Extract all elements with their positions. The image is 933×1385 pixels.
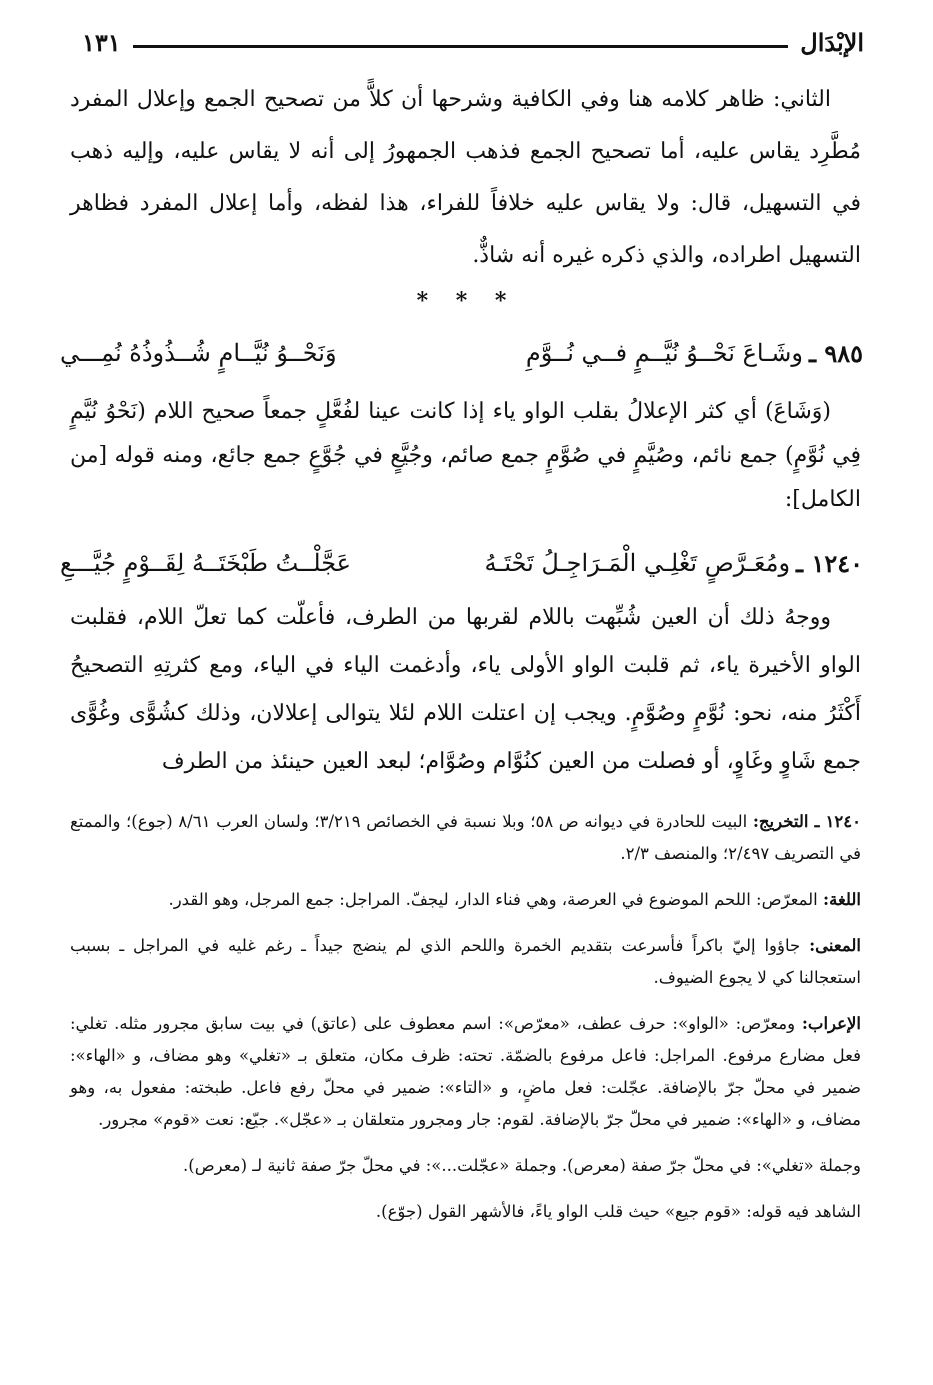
footnote-irab bbox=[70, 1008, 861, 1136]
commentary-paragraph: (وَشَاعَ) أي كثر الإعلالُ بقلب الواو ياء إذا كانت عينا لفُعَّلٍ جمعاً صحيح اللام (نَحْوُ نُيَّمٍ فِي نُوَّمٍ) جمع نائم، وصُيَّمٍ في صُوَّمٍ جمع صائم، وجُيَّعٍ في جُوَّعٍ جمع جائع، ومنه قوله [من الكامل]: bbox=[70, 399, 861, 512]
footnote-shahid: الشاهد فيه قوله: «قوم جيع» حيث قلب الواو ياءً، فالأشهر القول (جوّع). bbox=[375, 1202, 861, 1221]
page-number: ١٣١ bbox=[82, 27, 121, 57]
verse-second-hemistich: وَنَحْــوُ نُيَّــامٍ شُــذُوذُهُ نُمِـــي bbox=[60, 339, 337, 367]
footnote-label: المعنى: bbox=[809, 936, 862, 955]
footnote-maana bbox=[70, 930, 861, 994]
footnote-label: ١٢٤٠ ـ التخريج: bbox=[752, 812, 861, 831]
footnotes bbox=[70, 806, 861, 1242]
footnote-text: جاؤوا إليّ باكراً فأسرعت بتقديم الخمرة واللحم الذي لم ينضج جيداً ـ رغم غليه في المراجل ـ بسبب استعجالنا كي لا يجوع الضيوف. bbox=[70, 936, 861, 987]
footnote-text: ومعرّص: «الواو»: حرف عطف، «معرّص»: اسم معطوف على (عاتق) في بيت سابق مجرور مثله. تغلي: فعل مضارع مرفوع. المراجل: فاعل مرفوع بالضمّة. تحته: ظرف مكان، متعلق بـ «تغلي» وهو مضاف، و «الهاء»: ضمير في محلّ جرّ بالإضافة. عجّلت: فعل ماضٍ، و «التاء»: ضمير في محلّ رفع فاعل. طبخته: مفعول به، وهو مضاف، و «الهاء»: ضمير في محلّ جرّ بالإضافة. لقوم: جار ومجرور متعلقان بـ «عجّل». جيّع: نعت «قوم» مجرور. bbox=[70, 1014, 861, 1129]
verse-number: ١٢٤٠ ـ bbox=[796, 548, 863, 578]
verse-1240 bbox=[60, 540, 863, 586]
page-header bbox=[82, 22, 864, 62]
verse-985 bbox=[60, 330, 863, 376]
commentary-block-1 bbox=[70, 390, 861, 522]
footnote-text: البيت للحادرة في ديوانه ص ٥٨؛ وبلا نسبة في الخصائص ٣/٢١٩؛ ولسان العرب ٨/٦١ (جوع)؛ والممتع في التصريف ٢/٤٩٧؛ والمنصف ٢/٣. bbox=[70, 812, 861, 863]
footnote-text: المعرّص: اللحم الموضوع في العرصة، وهي فناء الدار، ليجفّ. المراجل: جمع المرجل، وهو القدر. bbox=[168, 890, 818, 909]
footnote-jumla: وجملة «تغلي»: في محلّ جرّ صفة (معرص). وجملة «عجّلت...»: في محلّ جرّ صفة ثانية لـ (معرص). bbox=[183, 1156, 861, 1175]
verse-second-hemistich: عَجَّلْــتُ طَبْخَتَــهُ لِقَــوْمٍ جُيَّـــعِ bbox=[60, 549, 351, 577]
footnote-label: الإعراب: bbox=[801, 1014, 861, 1033]
header-rule bbox=[133, 45, 789, 48]
commentary-block-2 bbox=[70, 594, 861, 786]
intro-paragraph: الثاني: ظاهر كلامه هنا وفي الكافية وشرحها أن كلاًّ من تصحيح الجمع وإعلال المفرد مُطَّرِد يقاس عليه، أما تصحيح الجمع فذهب الجمهورُ إلى أنه لا يقاس عليه، وإليه ذهب في التسهيل، قال: ولا يقاس عليه خلافاً للفراء، هذا لفظه، وأما إعلال المفرد فظاهر التسهيل اطراده، والذي ذكره غيره أنه شاذٌّ. bbox=[70, 87, 861, 268]
footnote-takhrij bbox=[70, 806, 861, 870]
verse-first-hemistich: وشَـاعَ نَحْــوُ نُيَّــمٍ فــي نُــوَّمِ bbox=[525, 338, 803, 367]
section-separator: * * * bbox=[416, 288, 517, 314]
verse-number: ٩٨٥ ـ bbox=[808, 338, 863, 368]
footnote-lugha bbox=[70, 884, 861, 916]
running-title: الإبْدَال bbox=[800, 27, 864, 57]
intro-block bbox=[70, 74, 861, 282]
commentary-paragraph: ووجهُ ذلك أن العين شُبِّهت باللام لقربها من الطرف، فأعلّت كما تعلّ اللام، فقلبت الواو الأخيرة ياء، ثم قلبت الواو الأولى ياء، وأدغمت الياء في الياء، ومع كثرتِهِ التصحيحُ أَكْثَرُ منه، نحو: نُوَّمٍ وصُوَّمٍ. ويجب إن اعتلت اللام لئلا يتوالى إعلالان، وذلك كشُوًّى وغُوًّى جمع شَاوٍ وغَاوٍ، أو فصلت من العين كنُوَّام وصُوَّام؛ لبعد العين حينئذ من الطرف bbox=[70, 605, 861, 774]
verse-first-hemistich: ومُعَـرَّصٍ تَغْلِـي الْمَـرَاجِـلُ تَحْتَـهُ bbox=[484, 548, 791, 577]
footnote-label: اللغة: bbox=[823, 890, 861, 909]
